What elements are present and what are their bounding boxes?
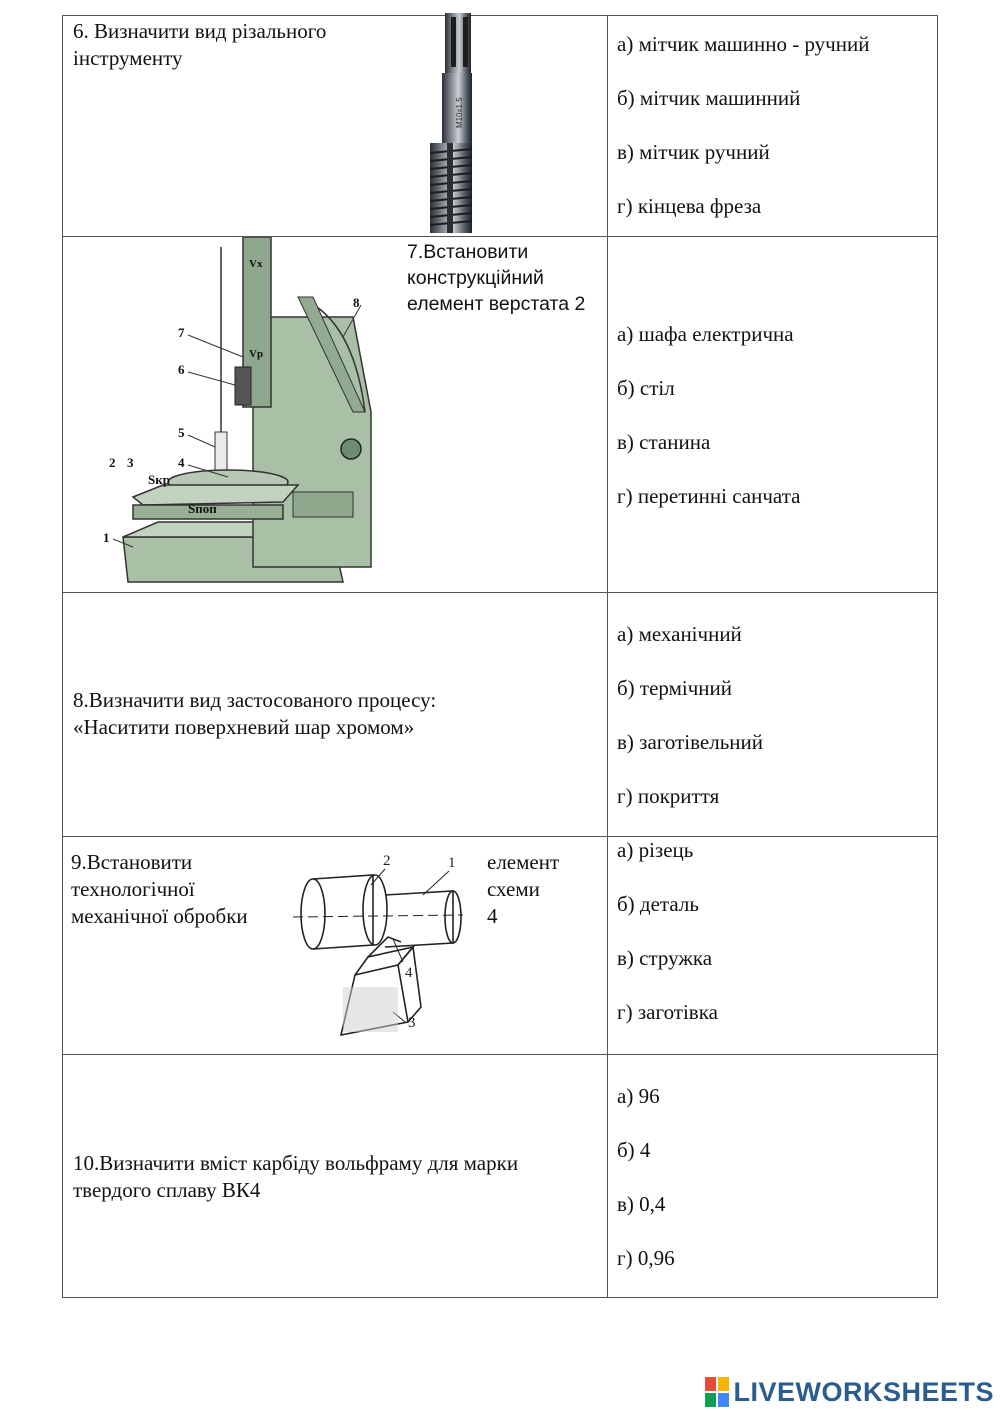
question-row-10 bbox=[62, 1054, 938, 1298]
option[interactable]: б) термічний bbox=[617, 676, 733, 700]
option[interactable]: а) мітчик машинно - ручний bbox=[617, 32, 870, 56]
option[interactable]: г) покриття bbox=[617, 784, 720, 808]
question-10-text: 10.Визначити вміст карбіду вольфраму для марки твердого сплаву ВК4 bbox=[73, 1151, 519, 1202]
turning-scheme-diagram bbox=[293, 847, 473, 1037]
option[interactable]: в) мітчик ручний bbox=[617, 140, 770, 164]
label-5: 5 bbox=[178, 425, 185, 440]
option[interactable]: б) стіл bbox=[617, 376, 675, 400]
question-6-options bbox=[617, 31, 869, 247]
label-1: 1 bbox=[448, 855, 456, 871]
question-7-options bbox=[617, 321, 800, 537]
vector-vx: Vх bbox=[249, 258, 263, 270]
vector-s-kr: Sкр bbox=[148, 472, 170, 487]
option[interactable]: б) 4 bbox=[617, 1138, 651, 1162]
option[interactable]: г) кінцева фреза bbox=[617, 194, 762, 218]
question-8-options bbox=[617, 621, 763, 837]
label-7: 7 bbox=[178, 325, 185, 340]
question-row-7 bbox=[62, 236, 938, 592]
option[interactable]: а) механічний bbox=[617, 622, 742, 646]
logo-blocks-icon bbox=[705, 1377, 729, 1407]
liveworksheets-logo bbox=[705, 1377, 994, 1407]
question-9-options bbox=[617, 837, 718, 1053]
label-1: 1 bbox=[103, 530, 110, 545]
option[interactable]: б) деталь bbox=[617, 892, 699, 916]
option[interactable]: в) заготівельний bbox=[617, 730, 763, 754]
question-7-text: 7.Встановити конструкційний елемент верстата 2 bbox=[407, 241, 586, 315]
question-row-8 bbox=[62, 592, 938, 836]
question-10-options bbox=[617, 1083, 675, 1299]
label-4: 4 bbox=[405, 965, 413, 981]
slotting-machine-diagram bbox=[103, 237, 393, 592]
label-2: 2 bbox=[383, 853, 391, 869]
label-3: 3 bbox=[408, 1015, 416, 1031]
option[interactable]: в) 0,4 bbox=[617, 1192, 666, 1216]
label-6: 6 bbox=[178, 362, 185, 377]
label-8: 8 bbox=[353, 295, 360, 310]
vector-s-pop: Sпоп bbox=[188, 501, 217, 516]
question-row-9 bbox=[62, 836, 938, 1054]
svg-text:M10x1.5: M10x1.5 bbox=[455, 97, 464, 128]
option[interactable]: а) шафа електрична bbox=[617, 322, 794, 346]
label-3: 3 bbox=[127, 455, 134, 470]
option[interactable]: а) різець bbox=[617, 838, 694, 862]
option[interactable]: г) заготівка bbox=[617, 1000, 718, 1024]
question-6-text: 6. Визначити вид різального інструменту bbox=[73, 19, 327, 70]
logo-text: LIVEWORKSHEETS bbox=[733, 1376, 994, 1407]
option[interactable]: в) стружка bbox=[617, 946, 713, 970]
option[interactable]: г) перетинні санчата bbox=[617, 484, 801, 508]
question-9-text-right: елемент схеми 4 bbox=[487, 850, 560, 928]
label-4: 4 bbox=[178, 455, 185, 470]
option[interactable]: г) 0,96 bbox=[617, 1246, 675, 1270]
option[interactable]: б) мітчик машинний bbox=[617, 86, 801, 110]
label-2: 2 bbox=[109, 455, 116, 470]
option[interactable]: а) 96 bbox=[617, 1084, 660, 1108]
vector-vr: Vр bbox=[249, 348, 264, 360]
tap-tool-image bbox=[418, 13, 494, 235]
option[interactable]: в) станина bbox=[617, 430, 711, 454]
question-row-6 bbox=[62, 15, 938, 236]
question-8-text: 8.Визначити вид застосованого процесу: «Наситити поверхневий шар хромом» bbox=[73, 688, 437, 739]
question-9-text-left: 9.Встановити технологічної механічної обробки bbox=[71, 850, 248, 928]
